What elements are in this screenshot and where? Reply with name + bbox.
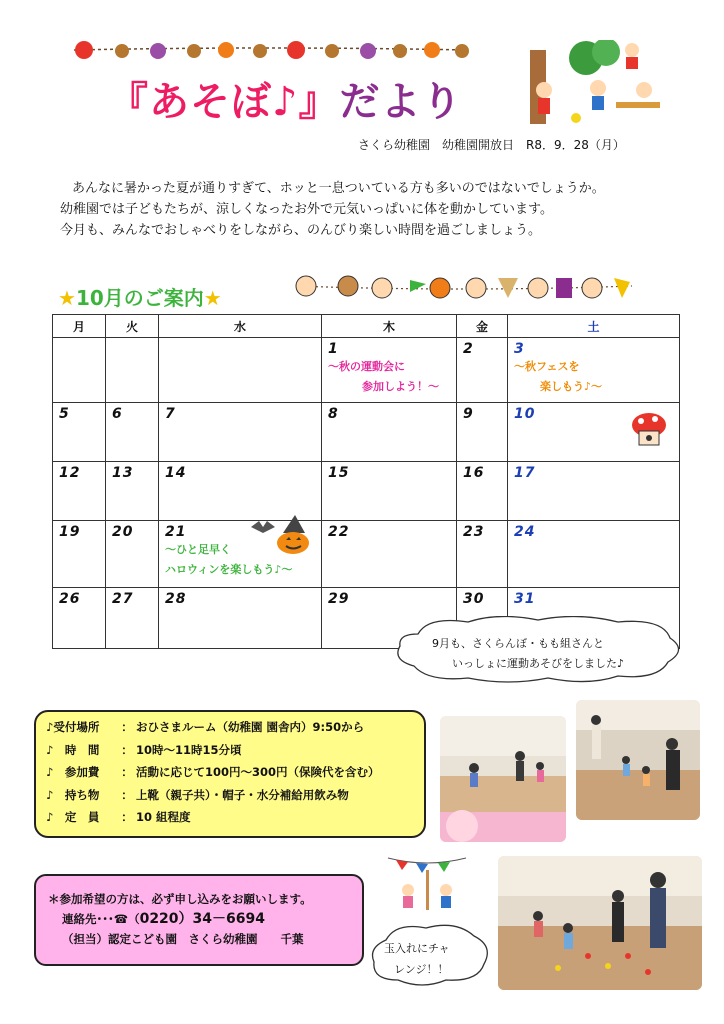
intro-line-3: 今月も、みんなでおしゃべりをしながら、のんびり楽しい時間を過ごしましょう。 (60, 223, 542, 238)
info-row-capacity (46, 806, 414, 829)
calendar-cell (53, 403, 106, 462)
calendar-header-row (53, 315, 680, 338)
day-number: 23 (463, 524, 485, 540)
day-number: 9 (463, 406, 474, 422)
intro-line-2: 幼稚園では子どもたちが、涼しくなったお外で元気いっぱいに体を動かしています。 (60, 202, 553, 217)
calendar-cell (322, 403, 457, 462)
day-number: 12 (59, 465, 81, 481)
calendar-cell (106, 462, 159, 521)
day-number: 14 (165, 465, 187, 481)
header-wed: 水 (159, 315, 322, 338)
contact-box (34, 874, 364, 966)
calendar-cell (53, 462, 106, 521)
intro-line-1: あんなに暑かった夏が通りすぎて、ホッと一息ついている方も多いのではないでしょうか。 (72, 181, 605, 196)
event-text: ～秋の運動会に (328, 360, 405, 373)
calendar-cell (457, 462, 508, 521)
info-row-time (46, 739, 414, 762)
star-icon: ★ (203, 286, 222, 310)
day-number: 27 (112, 591, 134, 607)
day-number: 1 (328, 341, 339, 357)
calendar-cell (159, 521, 322, 588)
day-number: 3 (514, 341, 525, 357)
kids-playing-illustration (516, 40, 666, 126)
day-number: 16 (463, 465, 485, 481)
header-sat: 土 (508, 315, 680, 338)
day-number: 13 (112, 465, 134, 481)
cloud-line-1: 9月も、さくらんぼ・もも組さんと (432, 637, 604, 650)
calendar-week (53, 338, 680, 403)
day-number: 20 (112, 524, 134, 540)
contact-person: （担当）認定こども園 さくら幼稚園 千葉 (62, 932, 304, 946)
cloud-small-caption (384, 938, 450, 980)
info-sep: ： (121, 810, 133, 824)
info-value: 活動に応じて100円～300円（保険代を含む） (136, 765, 380, 779)
section-title: 10月のご案内 (75, 286, 204, 310)
day-number: 24 (514, 524, 536, 540)
cloud-caption (424, 634, 624, 674)
title-note: ♪ (272, 79, 299, 125)
flags-kids-illustration (386, 852, 468, 912)
info-value: 10 組程度 (136, 810, 191, 824)
calendar-cell (508, 338, 680, 403)
calendar-cell (457, 338, 508, 403)
cloud-line-2: いっしょに運動あそびをしました♪ (452, 657, 625, 670)
day-number: 31 (514, 591, 536, 607)
day-number: 8 (328, 406, 339, 422)
info-sep: ： (121, 787, 133, 802)
title-bracket-close: 』 (298, 79, 340, 125)
day-number: 28 (165, 591, 187, 607)
calendar-cell (106, 521, 159, 588)
info-key: ♪ 持ち物 (46, 787, 100, 802)
calendar-cell (322, 338, 457, 403)
event-text: ハロウィンを楽しもう♪～ (165, 563, 293, 576)
day-number: 30 (463, 591, 485, 607)
info-row-items (46, 784, 414, 807)
intro-text (60, 178, 605, 241)
header-mon: 月 (53, 315, 106, 338)
halloween-pumpkin-icon (249, 515, 313, 555)
contact-label: 連絡先･･･☎（ (62, 912, 140, 926)
day-number: 21 (165, 524, 187, 540)
calendar-cell (106, 588, 159, 649)
event-text: 楽しもう♪～ (540, 380, 603, 393)
fruit-garland-illustration (70, 36, 470, 64)
calendar-cell (53, 521, 106, 588)
festival-faces-garland (292, 270, 636, 304)
info-key: ♪ 時 間 (46, 742, 100, 757)
calendar-cell (53, 588, 106, 649)
star-icon: ★ (58, 286, 76, 310)
mushroom-house-icon (629, 409, 669, 449)
info-key: ♪ 定 員 (46, 810, 100, 824)
day-number: 29 (328, 591, 350, 607)
info-sep: ： (121, 720, 133, 734)
header-tue: 火 (106, 315, 159, 338)
info-sep: ： (121, 765, 133, 779)
gym-activity-photo-2 (576, 700, 700, 820)
subtitle-date: さくら幼稚園 幼稚園開放日 R8．9．28（月） (358, 138, 625, 152)
calendar-cell (159, 588, 322, 649)
day-number: 2 (463, 341, 474, 357)
newsletter-title (108, 70, 463, 127)
calendar-cell (457, 521, 508, 588)
info-key: ♪ 参加費 (46, 765, 100, 779)
day-number: 10 (514, 406, 536, 422)
calendar-week (53, 462, 680, 521)
info-key: ♪受付場所 (46, 720, 100, 734)
event-text: 参加しよう！～ (362, 380, 439, 393)
title-bracket-open: 『 (108, 79, 149, 125)
info-sep: ： (121, 742, 133, 757)
section-heading (58, 282, 222, 311)
calendar-cell (159, 403, 322, 462)
info-value: 10時～11時15分頃 (136, 742, 242, 757)
info-value: 上靴（親子共）・帽子・水分補給用飲み物 (136, 787, 349, 802)
day-number: 19 (59, 524, 81, 540)
header-fri: 金 (457, 315, 508, 338)
event-text: ～秋フェスを (514, 360, 580, 373)
calendar-cell (508, 462, 680, 521)
calendar-cell (508, 403, 680, 462)
day-number: 5 (59, 406, 70, 422)
calendar-cell (106, 403, 159, 462)
calendar-cell (159, 462, 322, 521)
calendar-cell (159, 338, 322, 403)
calendar-cell (322, 521, 457, 588)
calendar-cell (106, 338, 159, 403)
info-value: おひさまルーム（幼稚園 園舎内）9:50から (136, 720, 365, 734)
calendar-week (53, 403, 680, 462)
calendar-cell (322, 462, 457, 521)
day-number: 15 (328, 465, 350, 481)
ball-toss-photo (498, 856, 702, 990)
phone-number: 0220）34－6694 (139, 911, 265, 927)
info-row-reception (46, 716, 414, 739)
gym-activity-photo-1 (440, 716, 566, 842)
calendar-cell (457, 403, 508, 462)
event-info-box (34, 710, 426, 838)
contact-phone-line (48, 909, 352, 930)
calendar-week (53, 521, 680, 588)
event-text: ～ひと足早く (165, 543, 231, 556)
header-thu: 木 (322, 315, 457, 338)
calendar-cell (508, 521, 680, 588)
october-calendar (52, 314, 680, 649)
title-word: あそぼ (149, 79, 272, 125)
day-number: 17 (514, 465, 536, 481)
calendar-cell (53, 338, 106, 403)
day-number: 7 (165, 406, 176, 422)
cloud2-line-2: レンジ！！ (394, 963, 449, 976)
title-rest: だより (339, 79, 463, 125)
info-row-fee (46, 761, 414, 784)
day-number: 22 (328, 524, 350, 540)
day-number: 26 (59, 591, 81, 607)
cloud2-line-1: 玉入れにチャ (384, 942, 450, 955)
contact-note: ＊参加希望の方は、必ず申し込みをお願いします。 (48, 892, 312, 906)
day-number: 6 (112, 406, 123, 422)
